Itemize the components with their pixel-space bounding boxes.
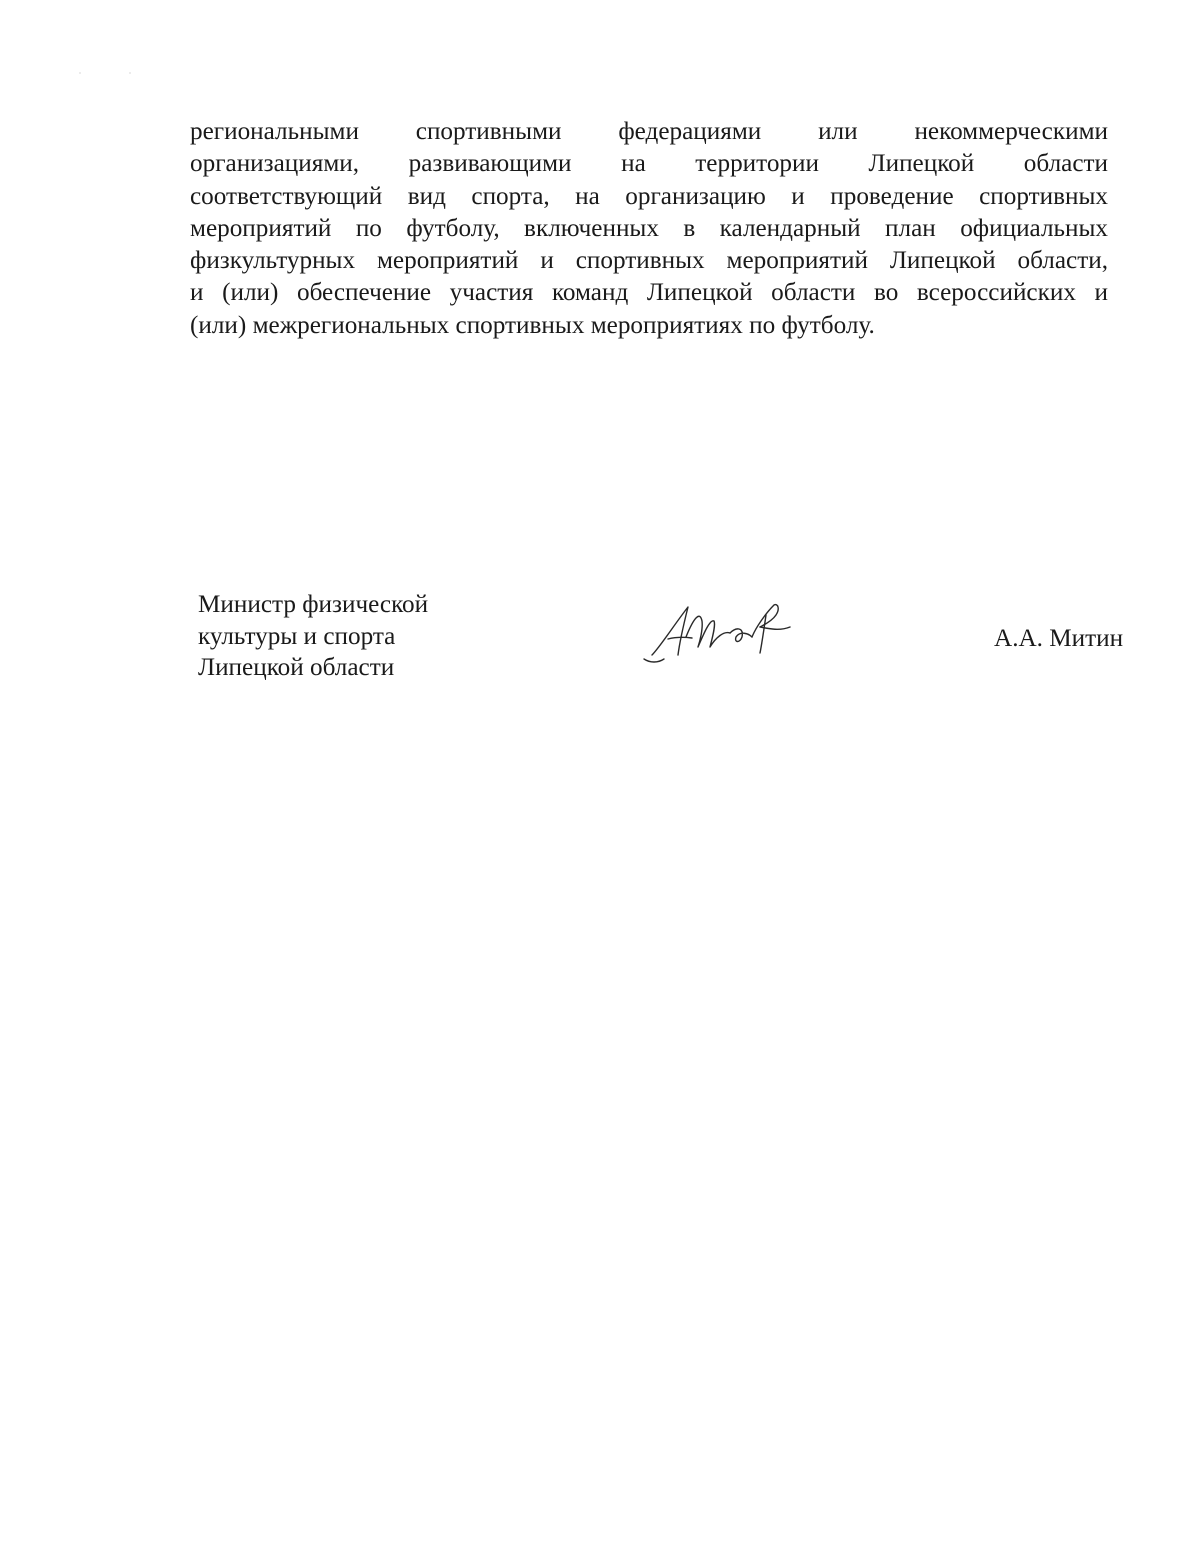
paragraph-line: организациями, развивающими на территории Липецкой области — [190, 150, 1108, 178]
signer-title — [198, 589, 428, 684]
signer-name: А.А. Митин — [994, 625, 1124, 652]
paragraph-line: физкультурных мероприятий и спортивных мероприятий Липецкой области, — [190, 247, 1108, 275]
paragraph-line: мероприятий по футболу, включенных в календарный план официальных — [190, 214, 1108, 242]
paragraph-line: и (или) обеспечение участия команд Липецкой области во всероссийских и — [190, 279, 1108, 307]
signer-title-line: Министр физической — [198, 591, 429, 618]
signature-block — [0, 0, 1200, 700]
paragraph-line: региональными спортивными федерациями или некоммерческими — [190, 118, 1108, 145]
paragraph-line: (или) межрегиональных спортивных мероприятиях по футболу. — [190, 311, 875, 339]
signer-title-line: Липецкой области — [198, 654, 395, 681]
signer-title-line: культуры и спорта — [198, 622, 396, 650]
paragraph-line: соответствующий вид спорта, на организацию и проведение спортивных — [190, 182, 1108, 210]
handwritten-signature-icon — [640, 597, 810, 669]
